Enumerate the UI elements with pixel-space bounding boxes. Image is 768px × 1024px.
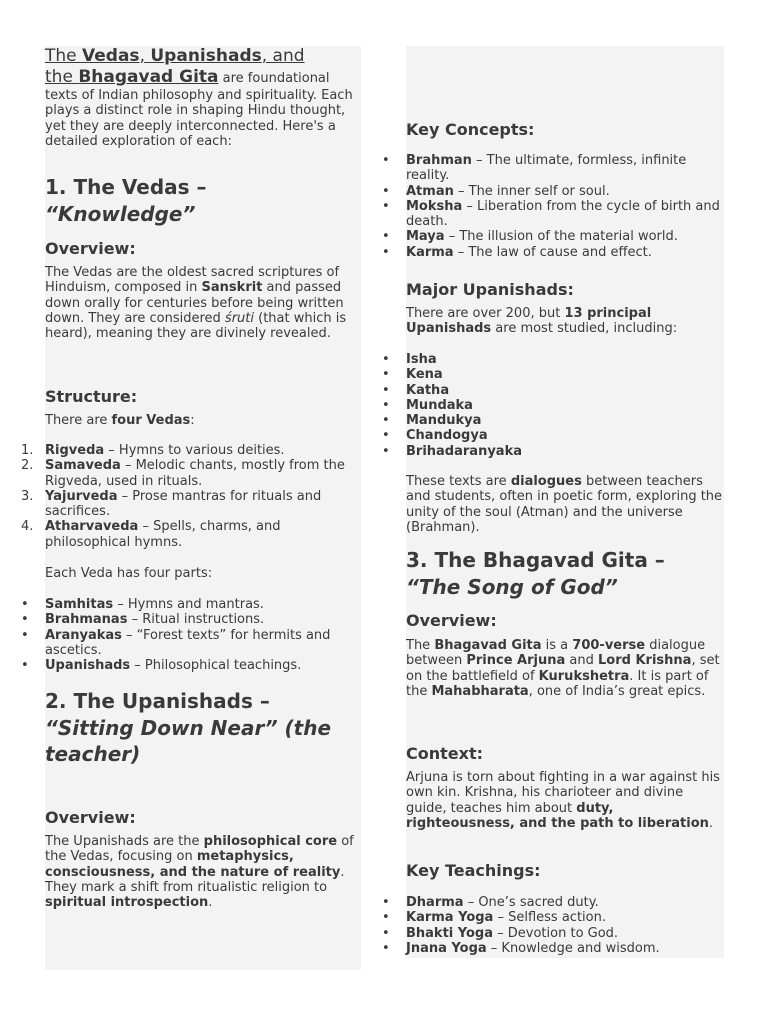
list-item: • Atman – The inner self or soul. [406,184,724,199]
list-item: • Samhitas – Hymns and mantras. [45,597,361,612]
intro-the-2: the [45,67,79,87]
upanishads-overview-heading: Overview: [45,808,136,827]
list-item: 4. Atharvaveda – Spells, charms, and philosophical hymns. [21,519,281,550]
upanishads-overview-text: The Upanishads are the philosophical core of the Vedas, focusing on metaphysics, consciousness, and the nature of reality. They mark a shift from ritualistic religion to spiritual introspection. [45,834,354,911]
vedas-overview-text: The Vedas are the oldest sacred scriptures of Hinduism, composed in Sanskrit and passed down orally for centuries before being written down. They are considered śruti (that which is heard), meaning they are divinely revealed. [45,265,347,342]
major-upanishads-intro: There are over 200, but 13 principal Upanishads are most studied, including: [406,306,678,337]
four-vedas-list [21,443,361,550]
list-item: 3. Yajurveda – Prose mantras for rituals and sacrifices. [21,488,322,520]
list-item: • Kena [406,367,724,382]
key-concepts-heading: Key Concepts: [406,120,535,139]
list-item: • Mundaka [406,398,724,413]
major-upanishads-heading: Major Upanishads: [406,280,574,299]
intro-gita-term: Bhagavad Gita [78,67,219,87]
list-item: • Brihadaranyaka [406,444,724,459]
key-concepts-list [406,153,724,260]
intro-upanishads-term: Upanishads [150,46,262,66]
list-item: • Upanishads – Philosophical teachings. [45,658,361,673]
list-item: 1. Rigveda – Hymns to various deities. [21,443,285,458]
list-item: • Moksha – Liberation from the cycle of birth and death. [406,199,724,230]
intro-paragraph [45,46,361,149]
intro-and: , and [261,46,305,66]
list-item: • Brahmanas – Ritual instructions. [45,612,361,627]
list-item: • Isha [406,352,724,367]
major-upanishads-list [406,352,724,459]
context-heading: Context: [406,744,483,763]
upanishads-heading: 2. The Upanishads – “Sitting Down Near” (the teacher) [45,689,332,766]
structure-intro: There are four Vedas: [45,413,195,428]
veda-parts-list [45,597,361,673]
gita-overview-text: The Bhagavad Gita is a 700-verse dialogue between Prince Arjuna and Lord Krishna, set on the battlefield of Kurukshetra. It is part of the Mahabharata, one of India’s great epics. [406,638,720,699]
dialogues-paragraph: These texts are dialogues between teachers and students, often in poetic form, exploring the unity of the soul (Atman) and the universe (Brahman). [406,474,723,535]
gita-heading: 3. The Bhagavad Gita – “The Song of God” [406,548,665,599]
gita-heading-italic: “The Song of God” [406,574,618,599]
list-item: • Chandogya [406,428,724,443]
structure-heading: Structure: [45,387,138,406]
list-item: • Brahman – The ultimate, formless, infinite reality. [406,153,724,184]
list-item: • Jnana Yoga – Knowledge and wisdom. [406,941,724,956]
parts-intro: Each Veda has four parts: [45,566,213,581]
upanishads-heading-italic: “Sitting Down Near” (the teacher) [45,715,332,766]
list-item: • Karma – The law of cause and effect. [406,245,724,260]
vedas-heading: 1. The Vedas – “Knowledge” [45,175,207,226]
list-item: • Karma Yoga – Selfless action. [406,910,724,925]
list-item: 2. Samaveda – Melodic chants, mostly from the Rigveda, used in rituals. [21,458,345,489]
list-item: • Maya – The illusion of the material world. [406,229,724,244]
intro-vedas-term: Vedas [82,46,140,66]
list-item: • Mandukya [406,413,724,428]
vedas-overview-heading: Overview: [45,239,136,258]
context-text: Arjuna is torn about fighting in a war against his own kin. Krishna, his charioteer and divine guide, teaches him about duty, righteousness, and the path to liberation. [406,770,720,831]
intro-comma: , [139,46,151,66]
intro-body: are foundational texts of Indian philosophy and spirituality. Each plays a distinct role in shaping Hindu thought, yet they are deeply interconnected. Here's a detailed exploration of each: [45,71,353,149]
list-item: • Katha [406,383,724,398]
vedas-heading-italic: “Knowledge” [45,201,196,226]
list-item: • Aranyakas – “Forest texts” for hermits and ascetics. [45,628,361,659]
gita-overview-heading: Overview: [406,611,497,630]
key-teachings-heading: Key Teachings: [406,861,541,880]
intro-the: The [45,46,83,66]
list-item: • Bhakti Yoga – Devotion to God. [406,926,724,941]
key-teachings-list [406,895,724,956]
list-item: • Dharma – One’s sacred duty. [406,895,724,910]
